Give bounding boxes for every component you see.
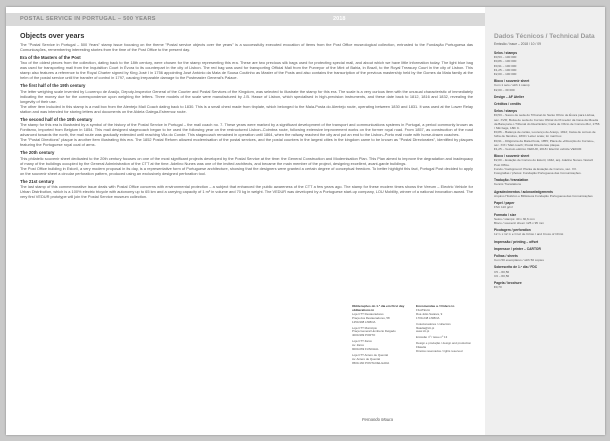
orders-line: Direitos reservados / rights reserved (416, 349, 463, 354)
sidebar-block-heading: Papel / paper (494, 201, 515, 206)
sidebar-block-line: €0,86 – Balança de cartas, Lourenço de Araújo, 1812; Caixa de correio de folha de flandres, 1830 / Letter scale; tin mail box. (494, 130, 596, 139)
sidebar-block-line: Kennis Translations (494, 182, 521, 187)
sidebar-block (494, 109, 600, 151)
section-heading: The 20th century (20, 150, 55, 156)
obliteration-line: Praça dos Restauradores, 58 (352, 315, 390, 320)
section-paragraph: The letter weighing scale invented by Lourenço de Araújo, Deputy-Inspector General of the Courier and Postal Services of the Kingdom, was selected to illustrate the stamp for this era. The scale is a very curious item with the unusual characteristic of immediately indicating the money due for the correspondence upon weighing the letters. Three models of the scale were manufactured by J.B. Hasse of Lisbon, which specialised in high-precision instruments, and these date back to 1812, 1816 and 1832, revealing the longevity of their use. (20, 88, 473, 104)
sidebar-block-heading: Folhas / sheets (494, 253, 518, 258)
sidebar-block (494, 213, 600, 226)
sidebar-block-line: €0,53 – 100 000 (494, 55, 517, 60)
sidebar-block-line: €1,25 – 100 000 (494, 67, 517, 72)
article-section (20, 83, 473, 113)
sidebar-block-line: FSC 110 g/m² (494, 205, 514, 210)
section-paragraph: This philatelic souvenir sheet dedicated to the 20th century focuses on one of the most significant projects developed by the Postal Service at the time: the General Construction and Modernisation Plan. This Plan aimed to improve the degradation and inadequacy of many of the buildings occupied by the General Administration of the CTT at the time. Adelino Nunes was one of the invited architects, and became the main member of the project, designing excellent, avant-garde buildings. (20, 155, 473, 166)
sidebar-block-heading: Selos / stamps (494, 109, 518, 114)
sidebar-block (494, 281, 600, 289)
sidebar-block-line: €0,53 – Sacos de seda do Tribunal do Santo Ofício de Évora para Lisboa, séc. XVIII; Bolsa de seda do Correio Oficial do Provedor da Casa da Moeda da Baía para o Tribunal do Real Erário; Carta de Ofício de Correio-Mor, 1756 / Silk bags, 18th C. (494, 113, 600, 131)
section-paragraph: Two of the oldest pieces from the collection, dating back to the 18th century, were chosen for the stamp representing this era. These are two precious silk bags used for protecting special mail, and about which we have little information today. The light blue bag was used for transporting mail from the Inquisition Court in Évora to its counterpart in the city of Lisbon. The red bag was used for transporting Official Mail from the Purveyor of the Mint of Bahia, in Brazil, to the Royal Treasury Court in the city of Lisbon. This stamp also features a reference to the Royal Charter signed by King José I in 1756 appointing José António da Mata de Sousa Coutinho as Master of the Posts and also contains the transcription of the previous mastership held by the Gomes da Mata family at the helm of the postal service until the transfer of control in 1797, causing irreparable damage to the Postmaster General's Palace. (20, 60, 473, 81)
obliteration-line: 9000-069 FUNCHAL (352, 347, 379, 352)
sidebar-block-heading: Bloco / souvenir sheet (494, 154, 530, 159)
obliteration-line: Loja CTT Antero de Quental (352, 352, 388, 357)
obliteration-line: Loja CTT Zarco (352, 339, 373, 344)
header-title: POSTAL SERVICE IN PORTUGAL – 500 YEARS (20, 16, 156, 22)
section-paragraph: The other item included in this stamp is a mail box from the Alentejo Mail Coach dating back to 1830. This is a small chest made from tinplate, which belonged to the Mala-Posta do Alentejo route, operating between 1830 and 1831. It was used at the Lower Relay station and was intended for storing letters and documents on the Aldeia Galega-Estremoz route. (20, 103, 473, 114)
technical-data-sidebar (485, 7, 605, 435)
obliteration-line: Av. Zarco (352, 343, 365, 348)
orders-line: Rua João Saraiva, 9 (416, 311, 443, 316)
document-page (6, 7, 605, 435)
obliteration-line: Loja CTT Município (352, 325, 378, 330)
obliteration-line: Av. Antero de Quental (352, 356, 381, 361)
page-title: Objects over years (20, 31, 85, 40)
article-sections (20, 42, 473, 199)
sidebar-block (494, 254, 600, 262)
section-heading: The second half of the 19th century (20, 116, 93, 122)
header-year: 2018 (333, 16, 346, 22)
orders-info (416, 305, 476, 354)
orders-line: www.ctt.pt (416, 329, 430, 334)
sidebar-block (494, 178, 600, 186)
sidebar-block-line: Bloco / souvenir sheet: 125 x 95 mm (494, 220, 545, 225)
sidebar-block-line: Com 1 selo / with 1 stamp (494, 83, 530, 88)
orders-line: 1700-248 LISBOA (416, 315, 440, 320)
header-bar (6, 13, 486, 26)
sidebar-blocks (494, 51, 600, 292)
sidebar-block-heading: Pagela / brochure (494, 280, 522, 285)
sidebar-block-line: C5 – €0,56 (494, 269, 510, 274)
sidebar-block-line: C6 – €0,56 (494, 273, 510, 278)
sidebar-block (494, 79, 600, 92)
sidebar-issue-date: Emissão / issue – 2018 / 10 / 09 (494, 42, 541, 46)
orders-heading: Encomendas a / Orders to (416, 304, 455, 308)
obliteration-line: Praça General Humberto Delgado (352, 329, 396, 334)
author-signature: Fernando Moura (362, 417, 393, 422)
orders-line: Colecionadores / collectors (416, 321, 451, 326)
main-content (20, 31, 473, 199)
sidebar-block-line: €0,91 – Diligência da Mala-Posta, 1855; Placa de «Direcção do Correio», séc. XIX / Mail coach; Postal Directorate plaque. (494, 138, 595, 147)
sidebar-block-heading: Sobrescrito de 1.º dia / FDC (494, 265, 538, 270)
sidebar-block (494, 265, 600, 278)
sidebar-block-line: €0,86 – 100 000 (494, 59, 517, 64)
first-day-obliterations (352, 305, 412, 366)
orders-line: Emissão nº / issue nº 13 (416, 335, 448, 340)
sidebar-block-heading: Impressão / printing – offset (494, 239, 539, 244)
sidebar-block-heading: Impressor / printer – CARTOR (494, 246, 541, 251)
sidebar-block-line: Com 50 exemplares / with 50 copies (494, 258, 544, 263)
section-paragraph: The "Postal Service in Portugal – 500 Years" stamp issue focusing on the theme "Postal service objects over the years" is a successfully executed evocation of items from the Post Office museological collection, entrusted to the Fundação Portuguesa das Comunicações, remembering interesting stories from the time of the Post Office to the present day. (20, 42, 473, 52)
sidebar-block-heading: Créditos / credits (494, 102, 521, 107)
sidebar-block (494, 51, 600, 76)
section-heading: The first half of the 19th century (20, 83, 86, 89)
sidebar-block (494, 247, 600, 251)
section-heading: Era of the Masters of the Post (20, 55, 81, 60)
article-section (20, 42, 473, 52)
article-section (20, 179, 473, 199)
sidebar-block (494, 154, 600, 175)
orders-line: Filatelia (416, 345, 426, 350)
sidebar-block-line: Fotografias / photos: Fundação Portuguesa das Comunicações. (494, 171, 582, 176)
article-section (20, 117, 473, 147)
sidebar-title: Dados Técnicos / Technical Data (494, 33, 595, 40)
obliteration-line: Loja CTT Restauradores (352, 311, 384, 316)
obliteration-line: 4000-999 PORTO (352, 333, 376, 338)
obliteration-line: 9500-160 PONTA DELGADA (352, 360, 390, 365)
section-paragraph: The "Postal Directions" plaque is another item illustrating this era. The 1852 Postal Reform allowed modernisation of the postal services, and the postal counters in the largest cities in the kingdom came to be known as "Postal Directorates", identified by plaques featuring the Portuguese royal coat of arms. (20, 137, 473, 148)
sidebar-block-line: Fundo / background: Planta de Estação de Correio, séc. XX. (494, 166, 577, 171)
sidebar-block-line: 12 ¾ x 12 ¾ e Cruz de Cristo / and Cross of Christ (494, 232, 564, 237)
sidebar-block-line: Arquivo Histórico e Biblioteca Fundação Portuguesa das Comunicações (494, 193, 593, 198)
sidebar-block-heading: Tradução / translation (494, 178, 529, 183)
orders-list (416, 309, 476, 354)
sidebar-block (494, 102, 600, 106)
sidebar-block-heading: Selos / stamps (494, 51, 518, 55)
sidebar-block-line: €0,91 – 100 000 (494, 63, 517, 68)
obliteration-line: 1250-998 LISBOA (352, 319, 376, 324)
sidebar-block-heading: Picotagem / perforation (494, 228, 531, 233)
sidebar-block-heading: Design – AF Atelier (494, 94, 524, 99)
article-section (20, 55, 473, 80)
orders-line: Design e produção / design and production (416, 341, 472, 346)
sidebar-block-line: €2,00 – 100 000 (494, 72, 517, 77)
sidebar-block (494, 240, 600, 244)
orders-line: FILATELIA (416, 307, 430, 312)
sidebar-block-line: €0,70 (494, 285, 502, 290)
sidebar-block-heading: Agradecimentos / acknowledgements (494, 189, 553, 194)
orders-line: filatelia@ctt.pt (416, 325, 435, 330)
sidebar-block (494, 228, 600, 236)
sidebar-block-line: €1,25 – Veículo elétrico VEDUR, 2018 / Electric vehicle VEDUR. (494, 147, 583, 152)
sidebar-block-line: Selos / stamps: 40 x 30,6 mm (494, 216, 535, 221)
article-section (20, 150, 473, 175)
section-paragraph: The stamp for this era is illustrated by a symbol of the history of the Postal Service in Portugal – the mail coach no. 7. These years were marked by a significant development of the transport and communications systems in Portugal, a period commonly known as Fontismo, imported from Belgium in 1854. This mail designed stagecoach began to be used the following year on the restructured Lisbon–Coimbra route, following extensive improvement works on the former royal road. From 1857, as construction of the road advanced towards the north, the mail route was gradually extended until reaching Vila do Conde. This stagecoach remained in operation until 1864, when the railway reached the city and put an end to the Lisbon–Porto mail route with horse-drawn coaches. (20, 122, 473, 138)
obliterations-heading: Obliterações do 1.º dia em First day obliterations in (352, 304, 405, 312)
section-paragraph: The last stamp of this commemorative issue deals with Postal Office concerns with environmental protection – a subject that enhanced the public awareness of the CTT a few years ago. The stamp for these modern times shows the Veeum – Electric Vehicle for Urban Distribution, which is a 100% electric tricycle with autonomy up to 65 km and a carrying capacity of 1 m³ in volume and 70 kg in weight. The VEDUR was developed by a Portuguese start-up company, LOU Mobility, winner of a national innovation award. The very first VEDUR prototype will join the Postal Service museum collection. (20, 184, 473, 200)
sidebar-block-heading: Formato / size (494, 212, 517, 217)
section-paragraph: The Post Office building in Estoril, a very modern proposal in its day, is a representative form of Portuguese architecture, showing that the designers were granted a certain degree of conceptual freedom. To better highlight this fact, Portugal Post decided to apply on the souvenir sheet a circular perforation pattern, produced using an exclusively designed perforation tool. (20, 165, 473, 176)
section-heading: The 21st century (20, 178, 55, 184)
sidebar-block-line: €2,00 – 30 000 (494, 87, 515, 92)
sidebar-block (494, 190, 600, 198)
sidebar-block (494, 201, 600, 209)
sidebar-block (494, 95, 600, 99)
obliterations-list (352, 313, 412, 366)
sidebar-block-line: €2,00 – Estação de Correio do Estoril, 1942, arq. Adelino Nunes / Estoril Post Office. (494, 158, 594, 167)
sidebar-block-heading: Bloco / souvenir sheet (494, 79, 530, 84)
